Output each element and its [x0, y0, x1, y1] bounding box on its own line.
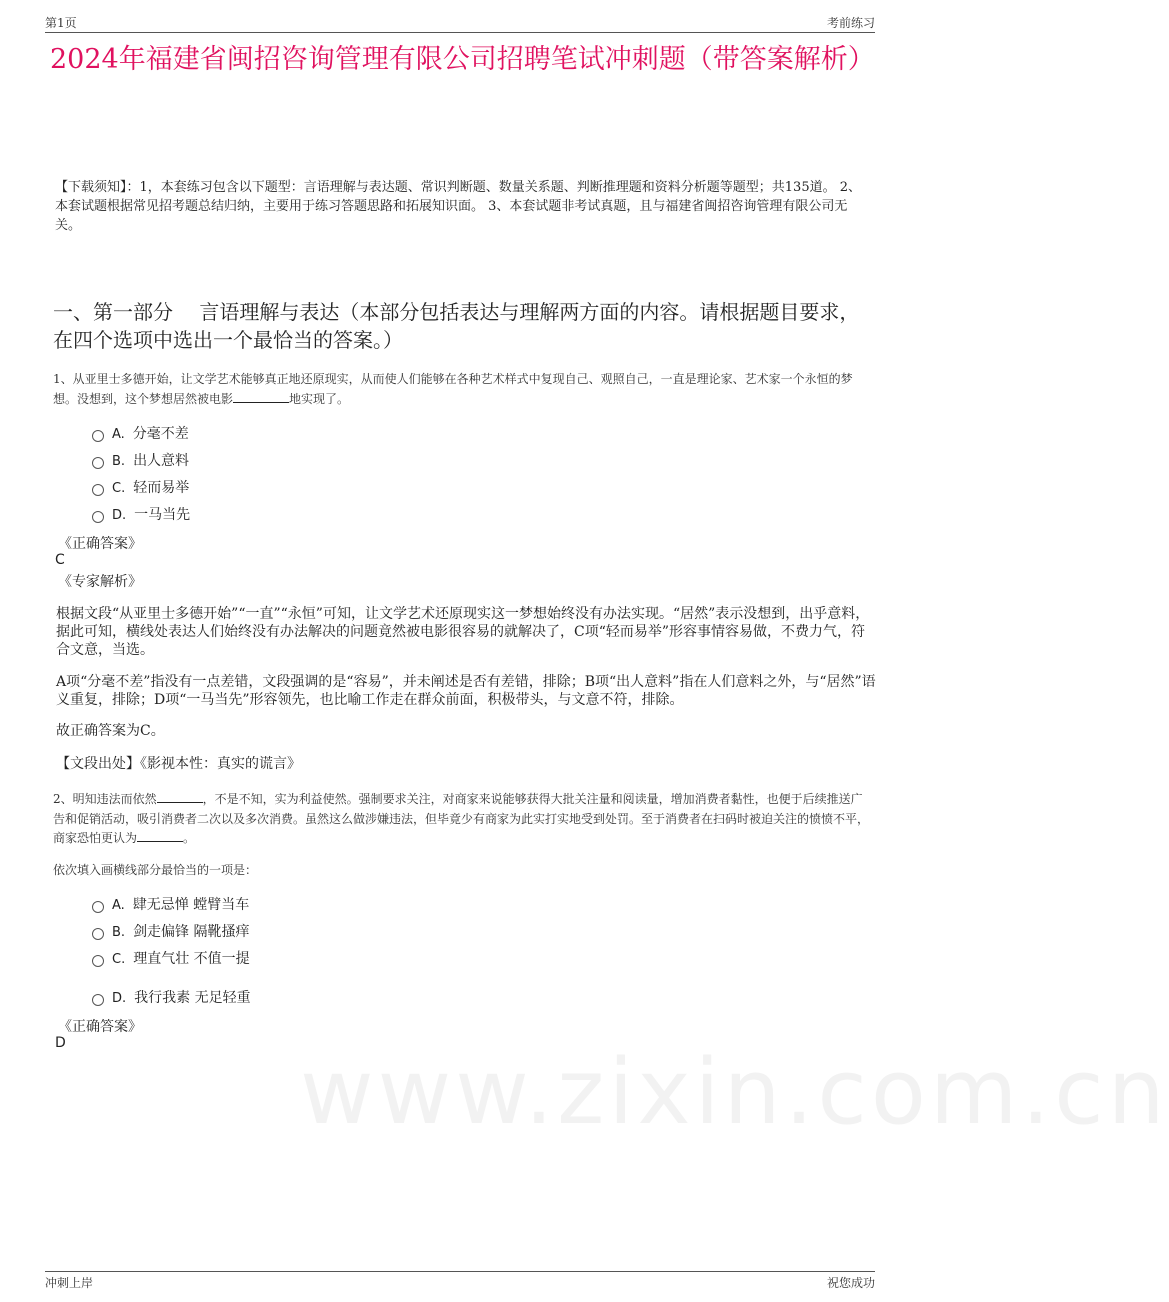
q1-option-a[interactable]: A. 分毫不差 [92, 424, 189, 445]
q2-stem-text-end: 。 [183, 831, 196, 845]
footer-divider [45, 1271, 875, 1272]
q2-answer-label: 《正确答案》 [58, 1019, 142, 1035]
q2-blank-1 [157, 790, 203, 803]
q1-option-c[interactable]: C. 轻而易举 [92, 478, 189, 499]
question-2-stem [53, 790, 871, 849]
download-notice: 【下载须知】：1，本套练习包含以下题型：言语理解与表达题、常识判断题、数量关系题、判断推理题和资料分析题等题型；共135道。 2、本套试题根据常见招考题总结归纳，主要用于练习答题思路和拓展知识面。 3、本套试题非考试真题，且与福建省闽招咨询管理有限公司无关。 [55, 180, 861, 233]
q1-answer: C [55, 552, 65, 568]
q1-analysis-paragraph-3: 故正确答案为C。 [56, 723, 165, 739]
radio-icon[interactable] [92, 928, 104, 940]
page-number: 第1页 [45, 16, 77, 30]
q2-option-b[interactable]: B. 剑走偏锋 隔靴搔痒 [92, 922, 250, 943]
radio-icon[interactable] [92, 430, 104, 442]
question-1-stem [53, 370, 871, 409]
radio-icon[interactable] [92, 994, 104, 1006]
q2-answer: D [55, 1035, 66, 1051]
q1-analysis-label: 《专家解析》 [58, 574, 142, 590]
q1-answer-label: 《正确答案》 [58, 536, 142, 552]
header-label: 考前练习 [826, 16, 875, 30]
q1-blank [233, 390, 289, 403]
footer-left-text: 冲刺上岸 [45, 1276, 94, 1290]
q2-stem-text: 2、明知违法而依然 [53, 792, 157, 806]
q1-stem-text: 1、从亚里士多德开始，让文学艺术能够真正地还原现实，从而使人们能够在各种艺术样式中复现自己、观照自己，一直是理论家、艺术家一个永恒的梦想。没想到，这个梦想居然被电影 [53, 372, 853, 406]
watermark: www.zixin.com.cn [300, 1040, 1169, 1145]
document-title: 2024年福建省闽招咨询管理有限公司招聘笔试冲刺题（带答案解析） [50, 44, 875, 75]
section-heading: 一、第一部分 言语理解与表达（本部分包括表达与理解两方面的内容。请根据题目要求，在四个选项中选出一个最恰当的答案。） [53, 300, 860, 352]
q1-option-d[interactable]: D. 一马当先 [92, 505, 190, 526]
q1-option-b[interactable]: B. 出人意料 [92, 451, 189, 472]
q2-blank-2 [137, 829, 183, 842]
radio-icon[interactable] [92, 511, 104, 523]
q1-source: 【文段出处】《影视本性：真实的谎言》 [56, 756, 301, 772]
q2-prompt: 依次填入画横线部分最恰当的一项是： [53, 863, 258, 877]
q2-option-a[interactable]: A. 肆无忌惮 螳臂当车 [92, 895, 249, 916]
radio-icon[interactable] [92, 901, 104, 913]
q2-option-d[interactable]: D. 我行我素 无足轻重 [92, 988, 251, 1009]
header-divider [45, 32, 875, 33]
q2-option-c[interactable]: C. 理直气壮 不值一提 [92, 949, 250, 970]
q1-analysis-paragraph-1: 根据文段“从亚里士多德开始”“一直”“永恒”可知，让文学艺术还原现实这一梦想始终没有办法实现。“居然”表示没想到，出乎意料，据此可知，横线处表达人们始终没有办法解决的问题竟然被电影很容易的就解决了，C项“轻而易举”形容事情容易做，不费力气，符合文意，当选。 [56, 606, 870, 658]
q1-analysis-paragraph-2: A项“分毫不差”指没有一点差错，文段强调的是“容易”，并未阐述是否有差错，排除；B项“出人意料”指在人们意料之外，与“居然”语义重复，排除；D项“一马当先”形容领先，也比喻工作走在群众前面，积极带头，与文意不符，排除。 [56, 674, 876, 708]
footer-right-text: 祝您成功 [826, 1276, 875, 1290]
q2-stem-text-mid: ，不是不知，实为利益使然。强制要求关注，对商家来说能够获得大批关注量和阅读量，增加消费者黏性，也便于后续推送广告和促销活动，吸引消费者二次以及多次消费。虽然这么做涉嫌违法，但毕竟少有商家为此实打实地受到处罚。至于消费者在扫码时被迫关注的愤愤不平，商家恐怕更认为 [53, 792, 870, 845]
q1-stem-text-end: 地实现了。 [289, 391, 350, 406]
radio-icon[interactable] [92, 457, 104, 469]
radio-icon[interactable] [92, 955, 104, 967]
radio-icon[interactable] [92, 484, 104, 496]
